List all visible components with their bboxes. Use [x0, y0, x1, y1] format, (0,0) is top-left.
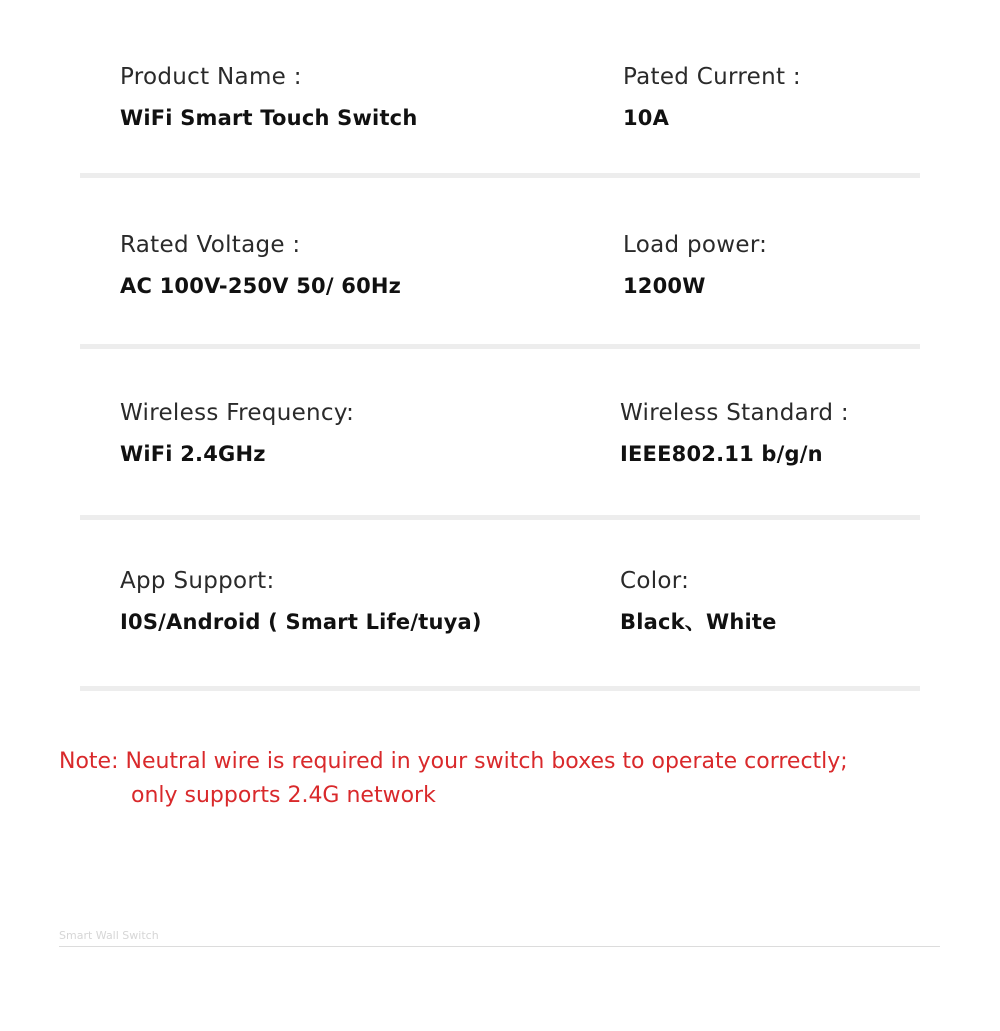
spec-rated-current [623, 62, 801, 133]
spec-wireless-standard [620, 398, 849, 469]
spec-label: Color: [620, 568, 690, 594]
spec-value: IEEE802.11 b/g/n [620, 442, 823, 466]
footer-label: Smart Wall Switch [59, 929, 159, 942]
spec-label: Wireless Frequency: [120, 400, 355, 426]
installation-note [59, 745, 848, 813]
divider [80, 344, 920, 349]
spec-value: 1200W [623, 274, 706, 298]
spec-value: WiFi Smart Touch Switch [120, 106, 418, 130]
spec-value: 10A [623, 106, 670, 130]
spec-color [620, 566, 777, 637]
spec-label: Pated Current : [623, 64, 801, 90]
note-line-2: only supports 2.4G network [131, 783, 436, 808]
footer-line [59, 946, 940, 947]
spec-label: Load power: [623, 232, 768, 258]
spec-label: Wireless Standard : [620, 400, 849, 426]
spec-label: App Support: [120, 568, 275, 594]
divider [80, 173, 920, 178]
spec-label: Rated Voltage : [120, 232, 301, 258]
divider [80, 515, 920, 520]
divider [80, 686, 920, 691]
spec-product-name [120, 62, 417, 133]
spec-value: I0S/Android ( Smart Life/tuya) [120, 610, 482, 634]
spec-value: AC 100V-250V 50/ 60Hz [120, 274, 402, 298]
spec-label: Product Name : [120, 64, 302, 90]
spec-app-support [120, 566, 482, 637]
spec-wireless-frequency [120, 398, 354, 469]
spec-load-power [623, 230, 767, 301]
spec-value: WiFi 2.4GHz [120, 442, 266, 466]
spec-value: Black、White [620, 610, 777, 634]
spec-rated-voltage [120, 230, 401, 301]
note-line-1: Note: Neutral wire is required in your switch boxes to operate correctly; [59, 749, 848, 774]
